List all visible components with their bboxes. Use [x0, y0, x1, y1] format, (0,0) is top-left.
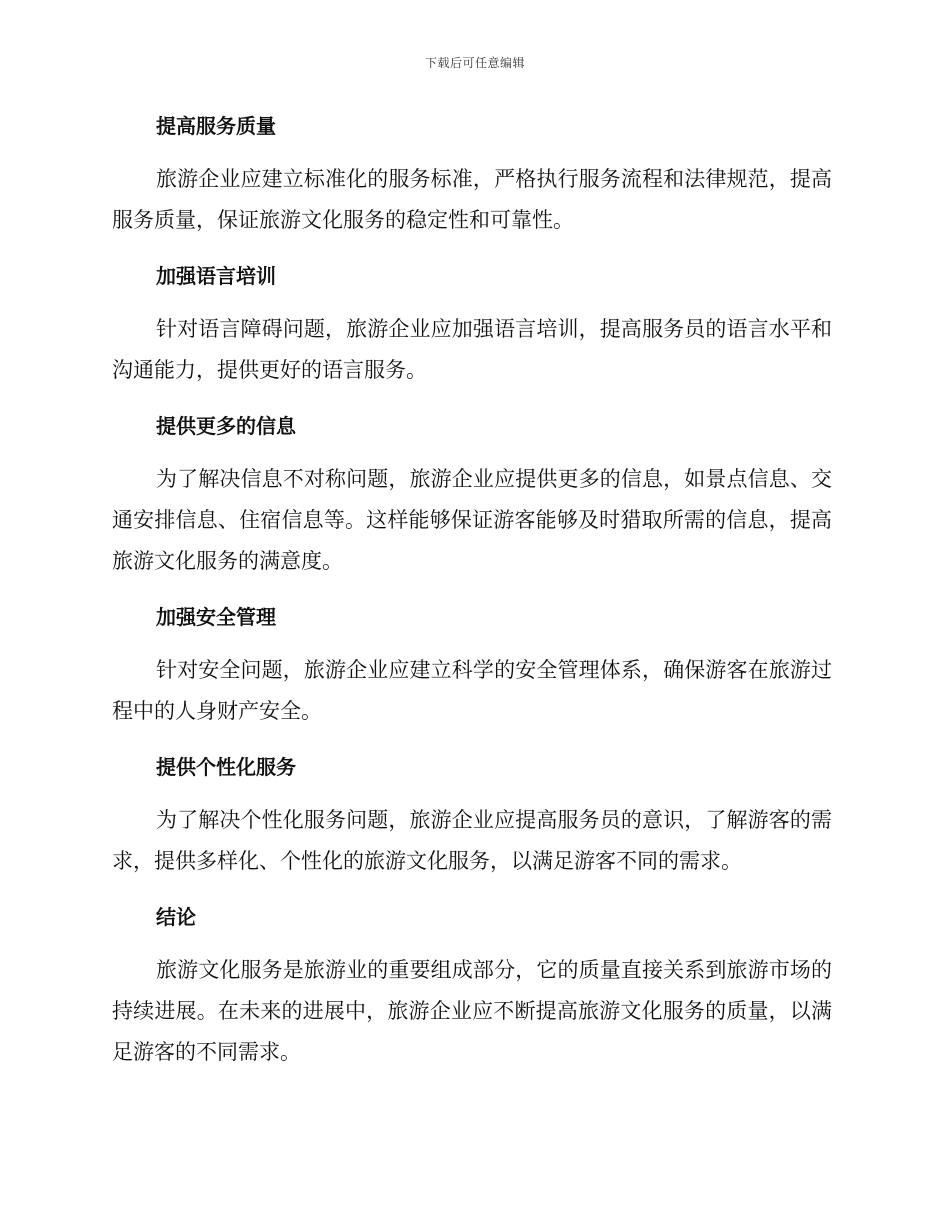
section-safety-management — [112, 599, 832, 732]
section-paragraph: 为了解决个性化服务问题，旅游企业应提高服务员的意识，了解游客的需求，提供多样化、个性化的旅游文化服务，以满足游客不同的需求。 — [112, 808, 832, 873]
section-paragraph: 旅游企业应建立标准化的服务标准，严格执行服务流程和法律规范，提高服务质量，保证旅游文化服务的稳定性和可靠性。 — [112, 167, 832, 232]
section-service-quality — [112, 108, 832, 241]
section-conclusion — [112, 899, 832, 1073]
section-heading: 结论 — [156, 905, 196, 929]
section-heading: 加强安全管理 — [156, 605, 276, 629]
section-personalized-service — [112, 749, 832, 882]
section-heading: 提供个性化服务 — [156, 755, 296, 779]
section-paragraph: 针对语言障碍问题，旅游企业应加强语言培训，提高服务员的语言水平和沟通能力，提供更好的语言服务。 — [112, 317, 832, 382]
section-heading: 提供更多的信息 — [156, 414, 296, 438]
section-paragraph: 为了解决信息不对称问题，旅游企业应提供更多的信息，如景点信息、交通安排信息、住宿信息等。这样能够保证游客能够及时猎取所需的信息，提高旅游文化服务的满意度。 — [112, 467, 832, 573]
section-heading: 加强语言培训 — [156, 264, 276, 288]
section-more-information — [112, 408, 832, 582]
document-content — [112, 108, 832, 1090]
section-paragraph: 针对安全问题，旅游企业应建立科学的安全管理体系，确保游客在旅游过程中的人身财产安全。 — [112, 658, 832, 723]
section-paragraph: 旅游文化服务是旅游业的重要组成部分，它的质量直接关系到旅游市场的持续进展。在未来的进展中，旅游企业应不断提高旅游文化服务的质量，以满足游客的不同需求。 — [112, 958, 832, 1064]
section-language-training — [112, 258, 832, 391]
page-header: 下载后可任意编辑 — [424, 56, 525, 70]
section-heading: 提高服务质量 — [156, 114, 276, 138]
